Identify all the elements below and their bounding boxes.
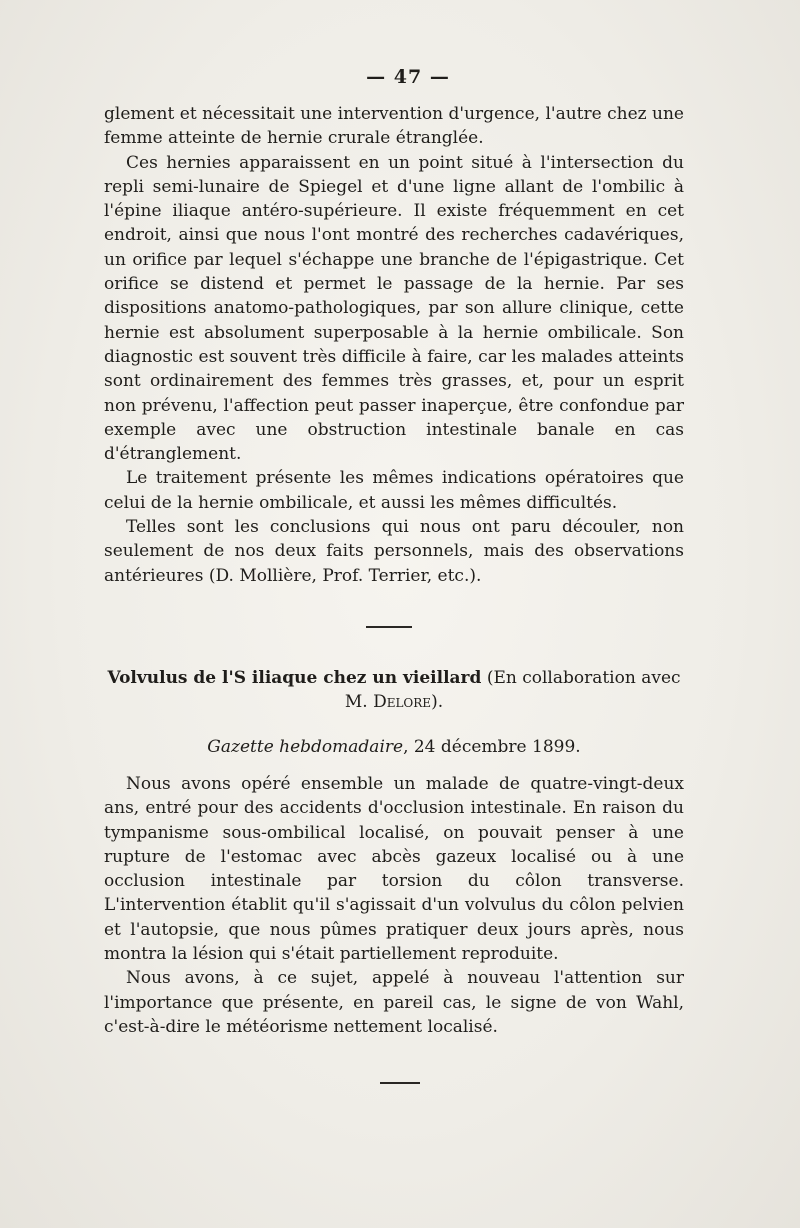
journal-name: Gazette hebdomadaire [207, 737, 404, 757]
collaboration-note: (En collaboration avec M. [344, 668, 681, 712]
page-number: — 47 — [366, 66, 450, 88]
paragraph: Telles sont les conclusions qui nous ont paru découler, non seulement de nos deux faits personnels, mais des observations antérieures (D. Mollière, Prof. Terrier, etc.). [104, 517, 684, 586]
paragraph: Le traitement présente les mêmes indications opératoires que celui de la hernie ombilicale, et aussi les mêmes difficultés. [104, 468, 684, 513]
article-title: Volvulus de l'S iliaque chez un vieillard [107, 668, 482, 688]
collaboration-note-end: ). [431, 692, 444, 712]
paragraph: Ces hernies apparaissent en un point situé à l'intersection du repli semi-lunaire de Spiegel et d'une ligne allant de l'ombilic à l'épine iliaque antéro-supérieure. Il existe fréquemment en cet endroit, ainsi que nous l'ont montré des recherches cadavériques, un orifice par lequel s'échappe une branche de l'épigastrique. Cet orifice se distend et permet le passage de la hernie. Par ses dispositions anatomo-pathologiques, par son allure clinique, cette hernie est absolument superposable à la hernie ombilicale. Son diagnostic est souvent très difficile à faire, car les malades atteints sont ordinairement des femmes très grasses, et, pour un esprit non prévenu, l'affection peut passer inaperçue, être confondue par exemple avec une obstruction intestinale banale en cas d'étranglement. [104, 152, 684, 465]
paragraph: Nous avons, à ce sujet, appelé à nouveau l'attention sur l'importance que présente, en pareil cas, le signe de von Wahl, c'est-à-dire le météorisme nettement localisé. [104, 968, 684, 1037]
article-heading [104, 666, 684, 714]
section-divider [380, 1082, 420, 1084]
volvulus-section [104, 772, 684, 1039]
paragraph: glement et nécessitait une intervention d'urgence, l'autre chez une femme atteinte de hernie crurale étranglée. [104, 104, 684, 149]
hernia-conclusion-section [104, 102, 684, 588]
paragraph: Nous avons opéré ensemble un malade de quatre-vingt-deux ans, entré pour des accidents d'occlusion intestinale. En raison du tympanisme sous-ombilical localisé, on pouvait penser à une rupture de l'estomac avec abcès gazeux localisé ou à une occlusion intestinale par torsion du côlon transverse. L'intervention établit qu'il s'agissait d'un volvulus du côlon pelvien et l'autopsie, que nous pûmes pratiquer deux jours après, nous montra la lésion qui s'était partiellement reproduite. [104, 774, 684, 965]
coauthor-name: Delore [373, 692, 432, 712]
publication-date: , 24 décembre 1899. [403, 737, 581, 757]
section-divider [366, 626, 412, 628]
article-source [104, 735, 684, 759]
